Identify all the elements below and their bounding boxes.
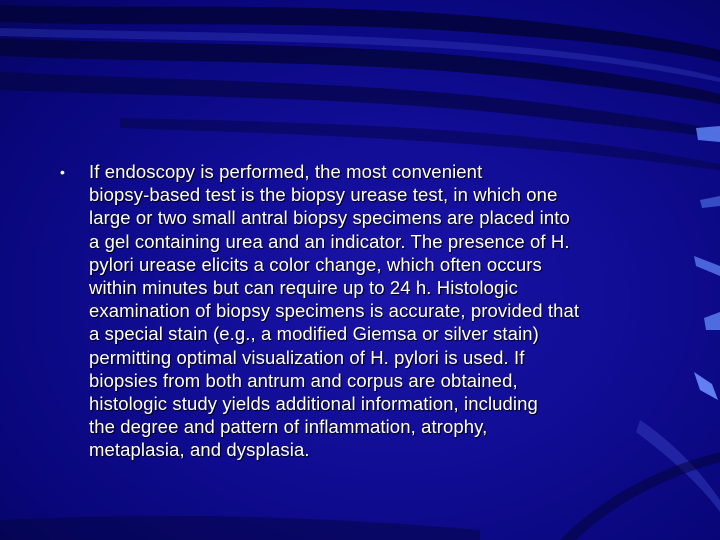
bullet-text bbox=[89, 160, 579, 462]
text-line: within minutes but can require up to 24 h. Histologic bbox=[89, 277, 518, 299]
edge-fragment-2 bbox=[700, 196, 720, 208]
swoosh-bottom-2 bbox=[0, 516, 480, 540]
text-line: pylori urease elicits a color change, which often occurs bbox=[89, 253, 542, 275]
text-line: If endoscopy is performed, the most convenient bbox=[89, 161, 483, 182]
edge-fragment-3 bbox=[694, 256, 720, 276]
text-line: examination of biopsy specimens is accurate, provided that bbox=[89, 300, 580, 322]
edge-fragment-5 bbox=[694, 372, 718, 400]
text-line: the degree and pattern of inflammation, atrophy, bbox=[89, 416, 488, 438]
text-line: biopsies from both antrum and corpus are obtained, bbox=[89, 369, 518, 391]
swoosh-bottom-1 bbox=[560, 452, 720, 540]
text-line: metaplasia, and dysplasia. bbox=[89, 439, 310, 461]
text-line: a special stain (e.g., a modified Giemsa or silver stain) bbox=[89, 323, 539, 345]
edge-fragment-1 bbox=[696, 126, 720, 142]
text-line: biopsy-based test is the biopsy urease test, in which one bbox=[89, 184, 558, 206]
text-line: a gel containing urea and an indicator. The presence of H. bbox=[89, 230, 570, 252]
edge-fragment-4 bbox=[704, 312, 720, 330]
slide-body bbox=[60, 160, 670, 462]
bullet-item bbox=[60, 160, 670, 462]
text-line: large or two small antral biopsy specimens are placed into bbox=[89, 207, 570, 229]
text-line: permitting optimal visualization of H. pylori is used. If bbox=[89, 346, 525, 368]
bullet-marker: • bbox=[60, 164, 65, 180]
text-line: histologic study yields additional information, including bbox=[89, 393, 538, 415]
